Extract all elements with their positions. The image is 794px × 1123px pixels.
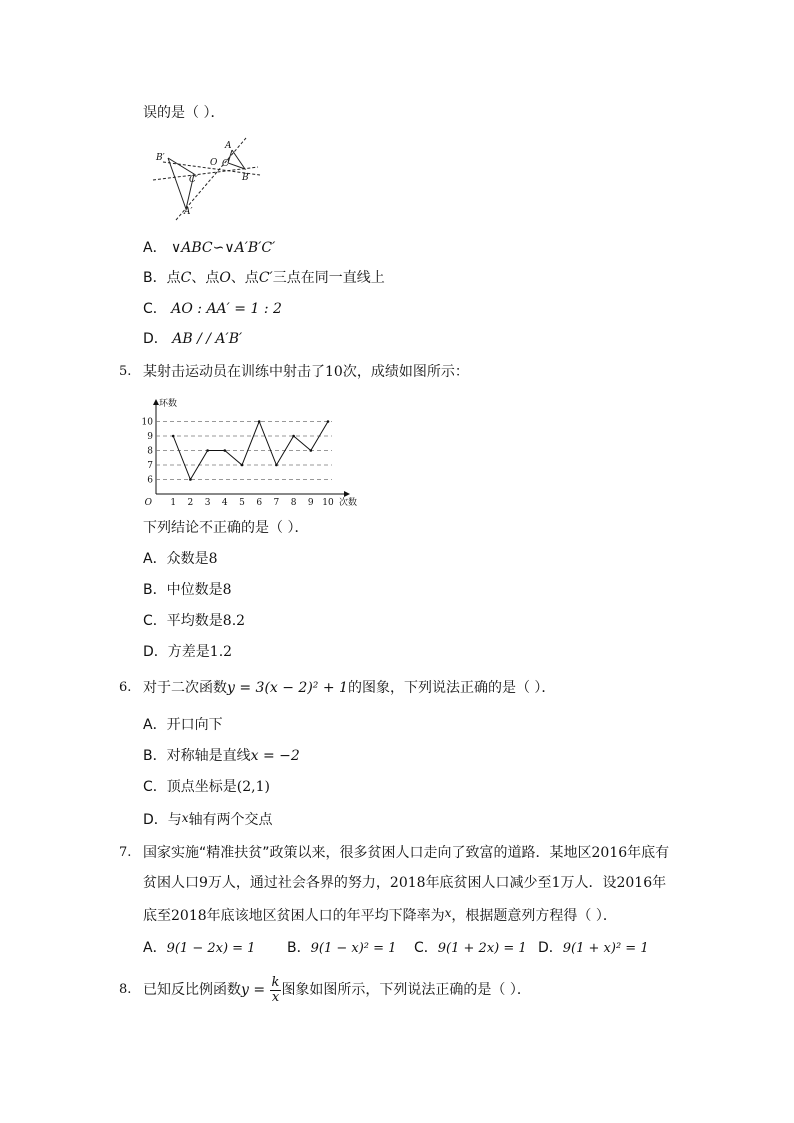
y-axis-title: 环数 — [159, 399, 178, 409]
q7-option-b[interactable]: B．9(1 − x)² = 1 — [287, 940, 397, 956]
q6-option-d[interactable]: D．与x轴有两个交点 — [143, 811, 273, 828]
x-tick-label: 7 — [273, 498, 280, 506]
data-point — [327, 420, 330, 423]
data-point — [310, 449, 313, 452]
x-tick-label: 6 — [256, 498, 263, 506]
q6-option-a[interactable]: A．开口向下 — [143, 717, 223, 733]
label-o: O — [210, 158, 218, 168]
q5-followup: 下列结论不正确的是（ ）． — [143, 520, 309, 536]
data-point — [275, 464, 278, 467]
y-tick-label: 8 — [147, 446, 153, 457]
label-a-prime: A′ — [184, 207, 193, 217]
data-point — [172, 435, 175, 438]
q6-stem: 对于二次函数y = 3(x − 2)² + 1的图象，下列说法正确的是（ ）． — [143, 680, 556, 696]
data-point — [241, 464, 244, 467]
triangle-abc — [228, 150, 245, 169]
label-c: C — [222, 159, 229, 169]
q7-stem-line1: 国家实施“精准扶贫”政策以来，很多贫困人口走向了致富的道路．某地区2016年底有 — [143, 845, 670, 861]
q5-line-chart — [142, 396, 372, 506]
x-tick-label: 10 — [322, 498, 334, 506]
q7-stem-line2: 贫困人口9万人，通过社会各界的努力，2018年底贫困人口减少至1万人．设2016年 — [143, 875, 667, 891]
fraction-k-over-x: $\frac{k}{x}$ — [271, 974, 280, 1005]
q7-option-a[interactable]: A．9(1 − 2x) = 1 — [143, 940, 256, 956]
data-point — [292, 435, 295, 438]
q5-option-c[interactable]: C．平均数是8.2 — [143, 613, 246, 629]
x-axis-title: 次数 — [339, 498, 358, 506]
y-tick-label: 10 — [142, 417, 153, 428]
q7-option-d[interactable]: D．9(1 + x)² = 1 — [538, 940, 649, 956]
q5-number: 5. — [119, 364, 132, 379]
x-tick-label: 9 — [307, 498, 314, 506]
x-tick-label: 2 — [187, 498, 194, 506]
q4-option-a[interactable]: A． ∨ABC∽∨A′B′C′ — [143, 240, 276, 256]
x-tick-label: 3 — [204, 498, 211, 506]
q6-option-c[interactable]: C．顶点坐标是(2,1) — [143, 779, 270, 795]
q4-stem-tail: 误的是（ ）． — [143, 105, 225, 121]
q4-option-c[interactable]: C． AO : AA′ = 1 : 2 — [143, 301, 282, 317]
q7-stem-line3: 底至2018年底该地区贫困人口的年平均下降率为x，根据题意列方程得（ ）． — [143, 906, 617, 924]
x-tick-label: 4 — [221, 498, 228, 506]
x-axis-arrow — [344, 491, 350, 497]
q5-stem: 某射击运动员在训练中射击了10次，成绩如图所示： — [143, 364, 469, 380]
q5-option-b[interactable]: B．中位数是8 — [143, 582, 232, 598]
q5-option-d[interactable]: D．方差是1.2 — [143, 644, 233, 660]
data-point — [206, 449, 209, 452]
q8-number: 8. — [119, 982, 132, 997]
y-tick-label: 9 — [147, 432, 153, 442]
data-point — [258, 420, 261, 423]
q6-number: 6. — [119, 680, 132, 695]
q8-stem: 已知反比例函数y = $\frac{k}{x}$ 图象如图所示，下列说法正确的是（ ）． — [143, 974, 531, 1005]
q5-option-a[interactable]: A．众数是8 — [143, 551, 218, 567]
x-tick-label: 5 — [239, 498, 245, 506]
label-a: A — [225, 141, 232, 151]
x-tick-label: 1 — [170, 498, 177, 506]
label-c-prime: C′ — [189, 175, 198, 185]
q7-option-c[interactable]: C．9(1 + 2x) = 1 — [414, 940, 527, 956]
x-tick-label: 8 — [290, 498, 297, 506]
y-tick-label: 6 — [147, 475, 153, 486]
q7-number: 7. — [119, 845, 132, 860]
q4-option-b[interactable]: B．点C、点O、点C′三点在同一直线上 — [143, 270, 385, 286]
data-point — [189, 478, 192, 481]
q6-option-b[interactable]: B．对称轴是直线x = −2 — [143, 748, 300, 764]
y-tick-label: 7 — [147, 461, 153, 471]
data-point — [224, 449, 227, 452]
q4-figure — [148, 134, 268, 224]
origin-label: O — [144, 498, 152, 506]
label-b: B — [242, 173, 249, 183]
label-b-prime: B′ — [156, 153, 165, 163]
q4-option-d[interactable]: D． AB / / A′B′ — [143, 331, 243, 347]
